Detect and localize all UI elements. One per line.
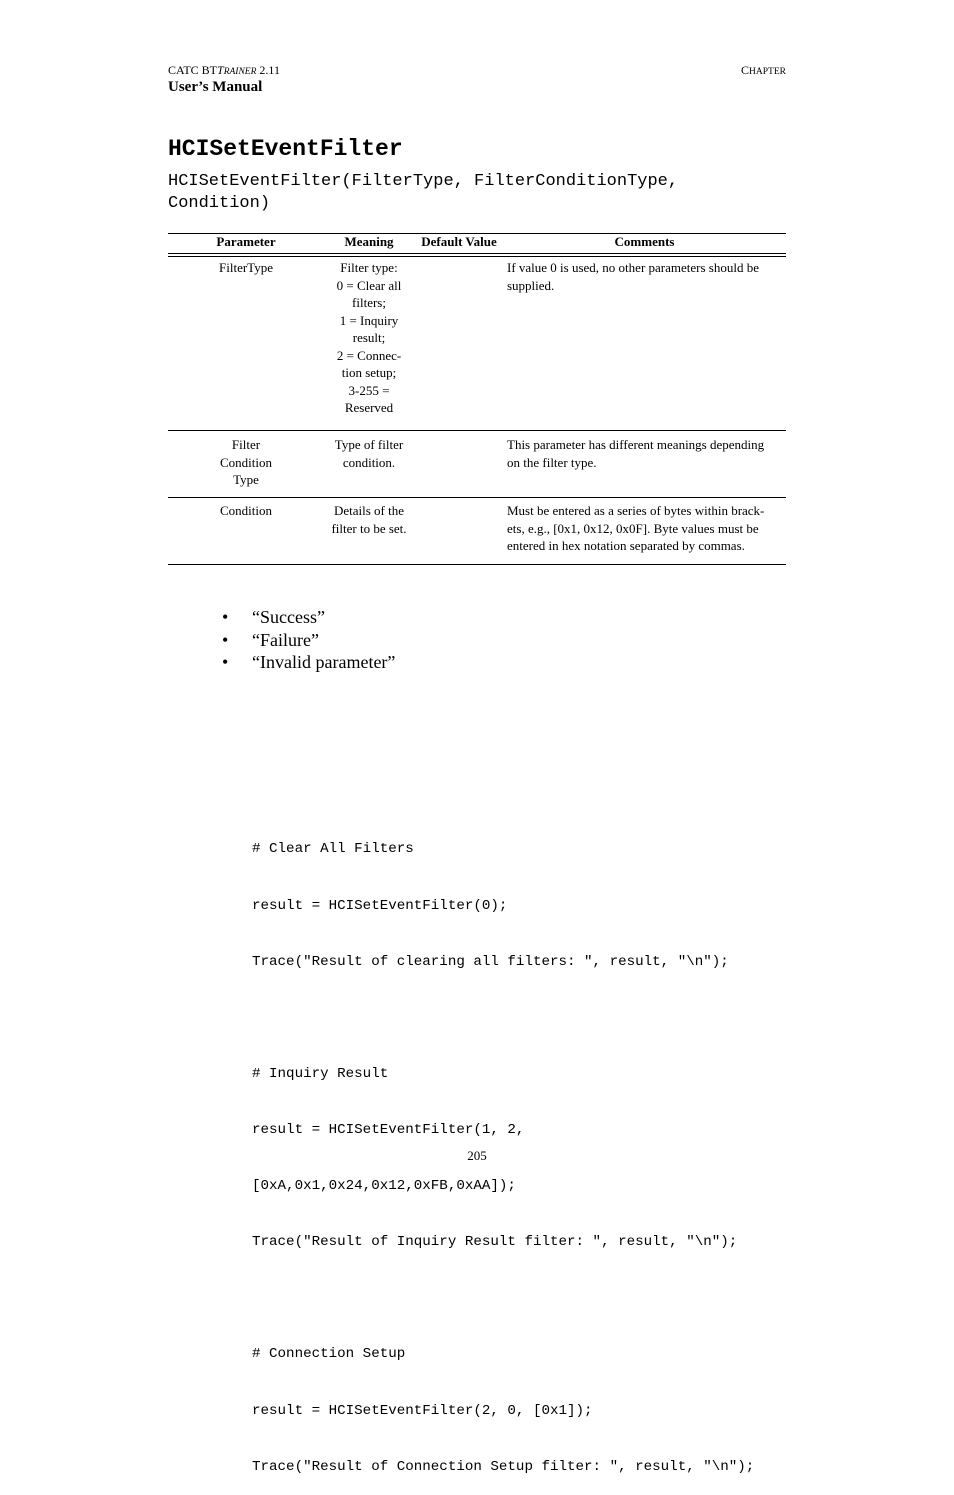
row3-comment-line: Must be entered as a series of bytes within brack- [507,503,765,518]
row2-parameter-line: Condition [219,454,272,470]
row3-comments [507,502,787,555]
row2-meaning-line: Type of filter [334,437,404,452]
table-rule-bottom [168,564,786,565]
product-version: 2.11 [256,63,280,77]
header-parameter: Parameter [216,234,276,249]
row2-meaning-line: condition. [342,454,396,470]
bullet-glyph: • [222,607,229,627]
code-line: Trace("Result of Connection Setup filter: ", result, "\n"); [252,1458,755,1475]
row1-meaning [320,259,418,417]
row2-parameter [200,436,292,489]
row2-meaning [320,436,418,471]
product-prefix: CATC BT [168,63,218,77]
code-line: Trace("Result of clearing all filters: ", result, "\n"); [252,953,729,970]
row3-parameter: Condition [219,503,272,518]
code-line: result = HCISetEventFilter(1, 2, [252,1121,525,1138]
chapter-rest: HAPTER [749,67,786,77]
list-item-text: “Success” [252,607,325,627]
row3-meaning-line: Details of the [333,503,405,518]
code-line: Trace("Result of Inquiry Result filter: ", result, "\n"); [252,1234,738,1251]
row2-comments [507,436,787,471]
row2-parameter-line: Type [233,472,259,487]
page-number: 205 [467,1148,487,1163]
list-item [222,651,395,674]
row3-comment-line: ets, e.g., [0x1, 0x12, 0x0F]. Byte values must be [507,520,759,536]
function-signature: HCISetEventFilter(FilterType, FilterConditionType, Condition) [168,172,679,213]
row1-meaning-line: 1 = Inquiry [339,312,399,328]
code-line: [0xA,0x1,0x24,0x12,0xFB,0xAA]); [252,1178,516,1195]
table-rule-row2 [168,497,786,498]
chapter-initial: C [741,63,750,77]
row3-meaning-line: filter to be set. [331,520,407,536]
product-smallcaps: RAINER [223,67,257,77]
code-line: # Inquiry Result [252,1065,389,1082]
running-header-chapter [741,62,786,80]
row1-meaning-line: tion setup; [341,365,397,380]
product-T: T [217,63,224,77]
bullet-glyph: • [222,629,229,650]
code-line [252,1009,754,1028]
row2-parameter-line: Filter [231,437,261,452]
row1-meaning-line: 3-255 = [348,382,390,398]
running-header-manual: User’s Manual [168,79,263,95]
row1-parameter: FilterType [219,260,273,275]
code-line: result = HCISetEventFilter(0); [252,897,508,914]
row1-meaning-line: Reserved [344,400,394,415]
header-meaning: Meaning [344,234,394,249]
table-rule-header-1 [168,253,786,254]
return-values-list [222,606,395,674]
code-line: # Clear All Filters [252,841,414,858]
row1-meaning-line: 2 = Connec- [336,347,402,363]
row1-meaning-line: filters; [352,295,386,310]
list-item-text: “Invalid parameter” [252,652,396,672]
row1-meaning-line: 0 = Clear all [336,277,402,293]
row1-comment-line: If value 0 is used, no other parameters should be [507,260,759,275]
row2-comment-line: This parameter has different meanings depending [507,437,765,452]
header-default-value: Default Value [421,234,497,249]
row1-meaning-line: Filter type: [340,260,398,275]
code-line: # Connection Setup [252,1346,406,1363]
header-comments: Comments [614,234,675,249]
list-item-text: “Failure” [252,629,319,650]
table-rule-header-2 [168,256,786,257]
page-title: HCISetEventFilter [168,136,403,162]
row1-comment-line: supplied. [507,277,555,293]
list-item [222,629,395,652]
code-line [252,1289,754,1308]
table-rule-row1 [168,430,786,431]
list-item [222,606,395,629]
bullet-glyph: • [222,652,229,672]
row3-meaning [320,502,418,537]
row3-comment-line: entered in hex notation separated by commas. [507,538,745,553]
row1-comments [507,259,787,294]
code-line: result = HCISetEventFilter(2, 0, [0x1]); [252,1402,593,1419]
row2-comment-line: on the filter type. [507,454,597,470]
row1-meaning-line: result; [352,330,386,345]
